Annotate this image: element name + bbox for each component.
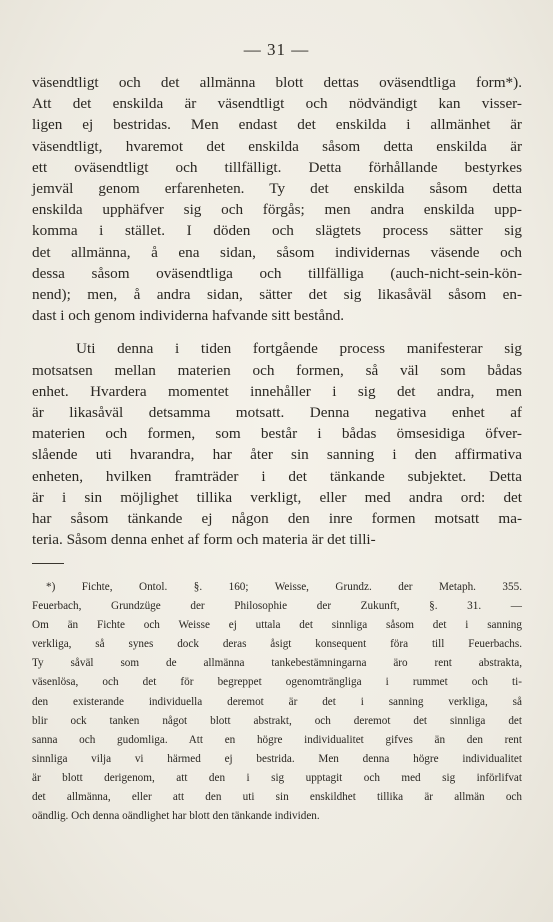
footnote-line: blir ock tanken något blott abstrakt, och deremot det sinnliga det [32,714,522,727]
footnote-line: oändlig. Och denna oändlighet har blott den tänkande individen. [32,810,320,823]
text-line: motsatsen mellan materien och formen, så väl som bådas [32,361,522,379]
text-line: ligen ej bestridas. Men endast det enskilda i allmänhet är [32,116,522,134]
page-number: — 31 — [243,40,310,59]
text-line: teria. Såsom denna enhet af form och materia är det tilli- [32,531,376,549]
footnote-line: verkliga, så synes dock deras åsigt konsequent föra till Feuerbachs. [32,638,522,651]
footnote-divider [32,563,64,564]
footnote-line: sanna och gudomliga. Att en högre individualitet gifves än den rent [32,733,522,746]
text-line: enheten, hvilken framträder i det tänkande subjektet. Detta [32,467,522,485]
text-line: det allmänna, å ena sidan, såsom individernas väsende och [32,243,522,261]
footnote [32,578,522,826]
footnote-line: den existerande individuella deremot är det i sanning verkliga, så [32,695,522,708]
text-line: komma i stället. I döden och slägtets process sätter sig [32,222,522,240]
footnote-line: Ty såväl som de allmänna tankebestämningarna äro rent abstrakta, [32,657,522,670]
text-line: väsendtligt, hvaremot det enskilda såsom detta enskilda är [32,137,522,155]
footnote-line: *) Fichte, Ontol. §. 160; Weisse, Grundz. der Metaph. 355. [46,581,522,593]
text-line: Att det enskilda är väsendtligt och nödvändigt kan visser- [32,95,522,113]
paragraph-1 [32,72,522,326]
text-line: är i sin möjlighet tillika verkligt, eller med andra ord: det [32,488,522,506]
paragraph-2 [32,338,522,550]
text-line: nend); men, å andra sidan, sätter det sig likasåväl såsom en- [32,286,522,304]
footnote-line: är blott derigenom, att den i sig upptagit och med sig införlifvat [32,771,522,784]
text-line: jemväl genom erfarenheten. Ty det enskilda såsom detta [32,180,522,198]
footnote-line: väsenlösa, och det för begreppet ogenomträngliga i rummet och ti- [32,676,522,689]
text-line: enhet. Hvardera momentet innehåller i sig det andra, men [32,382,522,400]
text-line: ett oväsendtligt och tillfälligt. Detta förhållande bestyrkes [32,158,522,176]
text-line: dast i och genom individerna hafvande sitt bestånd. [32,307,345,325]
body-text [32,72,522,550]
text-line: har såsom tänkande ej någon den inre formen motsatt ma- [32,510,522,528]
footnote-line: det allmänna, eller att den uti sin enskildhet tillika är allmän och [32,791,522,804]
text-line: dessa såsom oväsendtliga och tillfälliga (auch-nicht-sein-kön- [32,264,522,282]
text-line: slående uti hvarandra, har åter sin sanning i den affirmativa [32,446,522,464]
text-line: Uti denna i tiden fortgående process manifesterar sig [76,340,522,358]
footnote-line: Om än Fichte och Weisse ej uttala det sinnliga såsom det i sanning [32,619,522,632]
footnote-line: Feuerbach, Grundzüge der Philosophie der Zukunft, §. 31. — [32,600,522,613]
text-line: enskilda upphäfver sig och förgås; men andra enskilda upp- [32,201,522,219]
text-line: väsendtligt och det allmänna blott dettas oväsendtliga form*). [32,74,522,91]
footnote-line: sinnliga vilja vi härmed ej bestrida. Men denna högre individualitet [32,752,522,765]
text-line: är likasåväl detsamma motsatt. Denna negativa enhet af [32,404,522,422]
text-line: materien och formen, som består i bådas ömsesidiga öfver- [32,425,522,443]
